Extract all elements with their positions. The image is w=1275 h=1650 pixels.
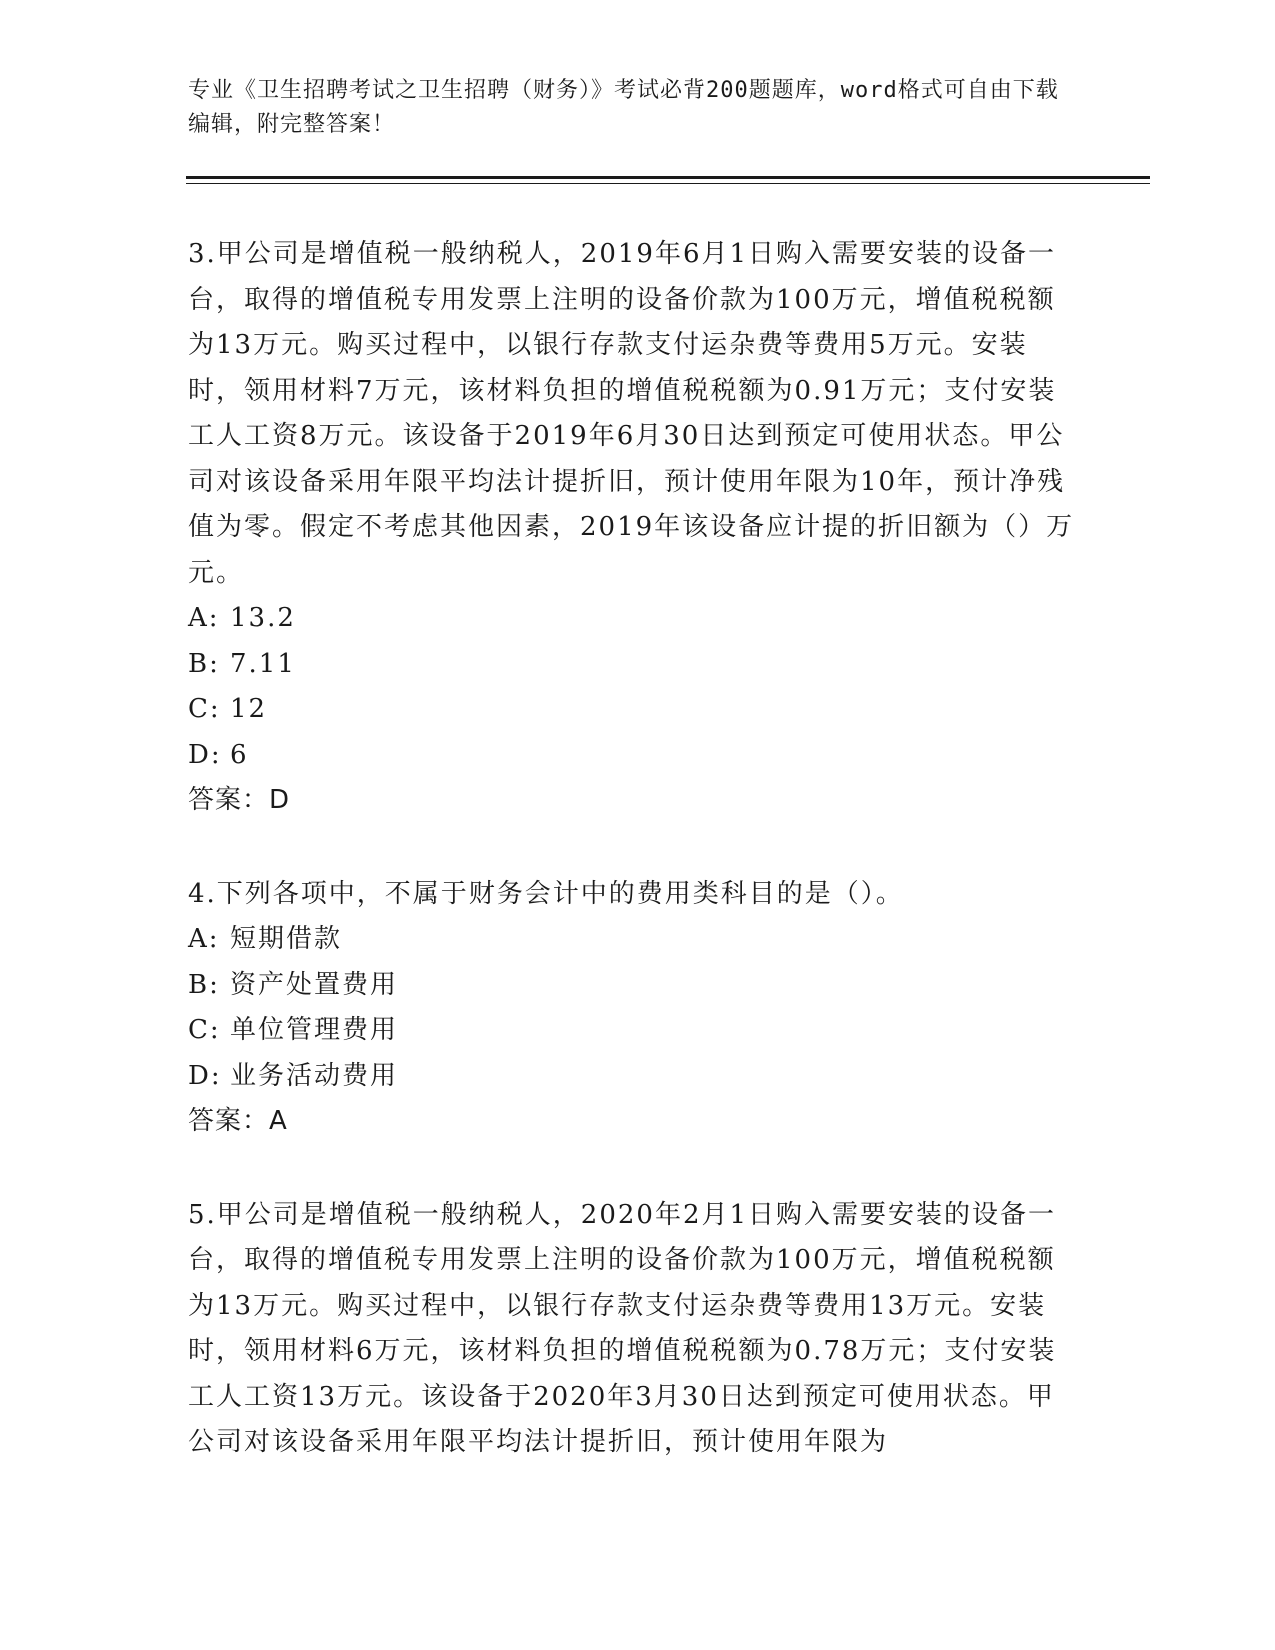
option-label: B: (188, 648, 220, 679)
option-text: 12 (230, 694, 268, 724)
option-text: 资产处置费用 (230, 969, 399, 1000)
option-a (188, 917, 1078, 963)
option-label: A: (188, 924, 220, 954)
option-b (188, 642, 1078, 688)
option-text: 13.2 (230, 603, 296, 633)
answer-line: 答案：A (188, 1106, 288, 1136)
option-text: 单位管理费用 (230, 1015, 399, 1045)
option-a (188, 596, 1078, 642)
option-c (188, 1008, 1078, 1054)
question-4 (188, 872, 1078, 1145)
question-stem: 3.甲公司是增值税一般纳税人，2019年6月1日购入需要安装的设备一台，取得的增值税专用发票上注明的设备价款为100万元，增值税税额为13万元。购买过程中，以银行存款支付运杂费等费用5万元。安装时，领用材料7万元，该材料负担的增值税税额为0.91万元；支付安装工人工资8万元。该设备于2019年6月30日达到预定可使用状态。甲公司对该设备采用年限平均法计提折旧，预计使用年限为10年，预计净残值为零。假定不考虑其他因素，2019年该设备应计提的折旧额为（）万元。 (188, 239, 1075, 588)
header-divider-thin (186, 183, 1150, 184)
document-header: 专业《卫生招聘考试之卫生招聘（财务）》考试必背200题题库，word格式可自由下载编辑，附完整答案！ (188, 78, 1059, 137)
option-label: D: (188, 1060, 222, 1091)
option-label: B: (188, 969, 220, 1000)
option-b (188, 963, 1078, 1009)
question-list (188, 232, 1078, 1514)
option-d (188, 1054, 1078, 1100)
question-stem: 4.下列各项中，不属于财务会计中的费用类科目的是（）。 (188, 878, 904, 909)
option-d (188, 733, 1078, 779)
option-label: C: (188, 694, 221, 724)
option-text: 7.11 (230, 648, 296, 679)
option-c (188, 687, 1078, 733)
option-text: 6 (230, 739, 249, 770)
question-3 (188, 232, 1078, 824)
question-stem: 5.甲公司是增值税一般纳税人，2020年2月1日购入需要安装的设备一台，取得的增值税专用发票上注明的设备价款为100万元，增值税税额为13万元。购买过程中，以银行存款支付运杂费等费用13万元。安装时，领用材料6万元，该材料负担的增值税税额为0.78万元；支付安装工人工资13万元。该设备于2020年3月30日达到预定可使用状态。甲公司对该设备采用年限平均法计提折旧，预计使用年限为 (188, 1199, 1057, 1457)
option-label: C: (188, 1015, 221, 1045)
answer-line: 答案：D (188, 785, 291, 815)
option-text: 业务活动费用 (230, 1060, 399, 1091)
header-divider-thick (186, 176, 1150, 179)
option-text: 短期借款 (230, 924, 343, 954)
option-label: D: (188, 739, 222, 770)
question-5 (188, 1193, 1078, 1466)
option-label: A: (188, 603, 220, 633)
